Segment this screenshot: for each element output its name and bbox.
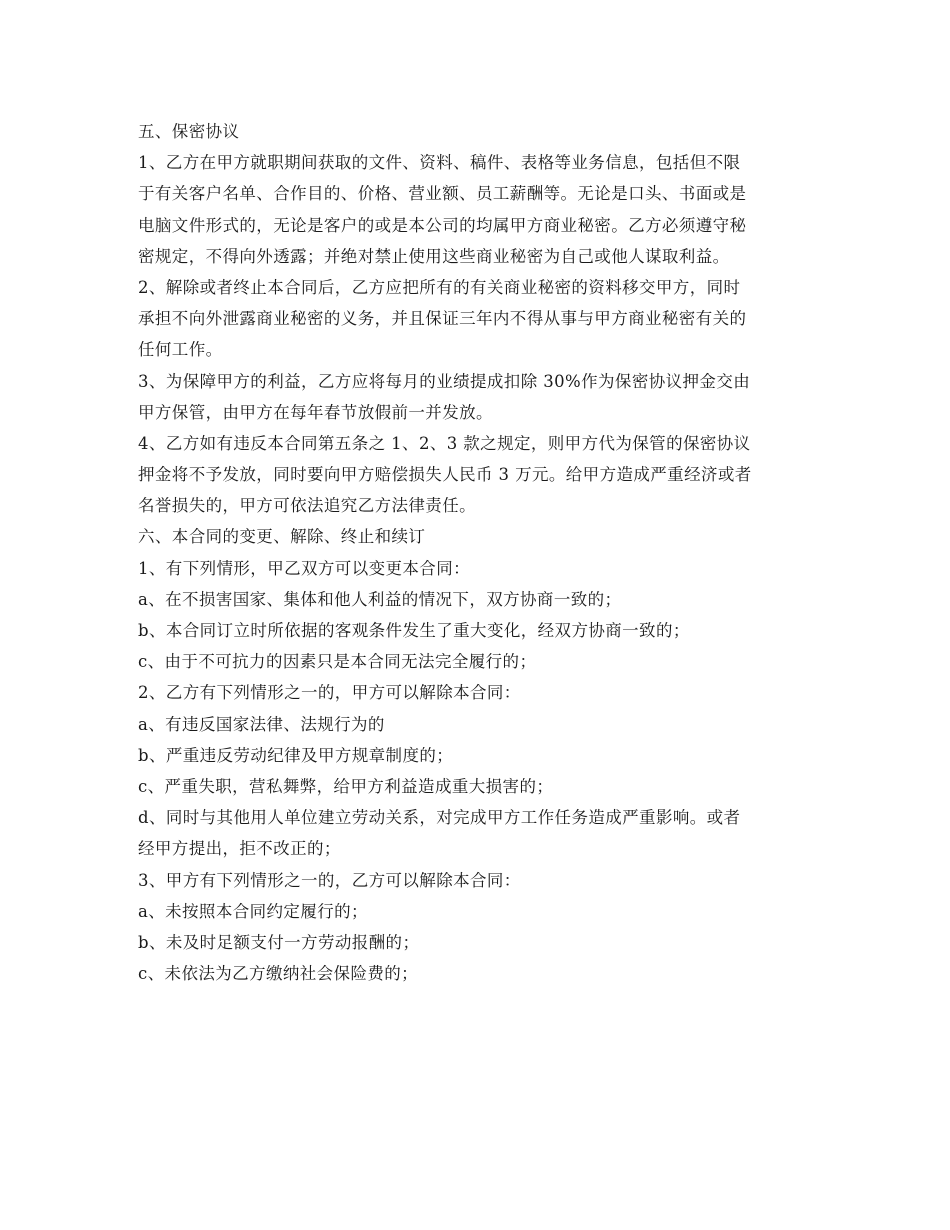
clause-6-3-b: b、未及时足额支付一方劳动报酬的；	[138, 932, 420, 952]
clause-5-3-line-1: 3、为保障甲方的利益，乙方应将每月的业绩提成扣除 30%作为保密协议押金交由	[138, 371, 751, 391]
clause-5-1-line-4: 密规定，不得向外透露；并绝对禁止使用这些商业秘密为自己或他人谋取利益。	[138, 246, 730, 266]
clause-5-1-line-3: 电脑文件形式的，无论是客户的或是本公司的均属甲方商业秘密。乙方必须遵守秘	[138, 215, 747, 235]
clause-6-3: 3、甲方有下列情形之一的，乙方可以解除本合同：	[138, 870, 521, 890]
clause-5-2-line-1: 2、解除或者终止本合同后，乙方应把所有的有关商业秘密的资料移交甲方，同时	[138, 277, 741, 297]
clause-5-4-line-3: 名誉损失的，甲方可依法追究乙方法律责任。	[138, 496, 476, 516]
clause-6-1-c: c、由于不可抗力的因素只是本合同无法完全履行的；	[138, 652, 537, 672]
section-heading-confidentiality: 五、保密协议	[138, 122, 240, 141]
clause-6-2-b: b、严重违反劳动纪律及甲方规章制度的；	[138, 745, 454, 765]
clause-6-3-a: a、未按照本合同约定履行的；	[138, 901, 368, 921]
clause-5-4-line-2: 押金将不予发放，同时要向甲方赔偿损失人民币 3 万元。给甲方造成严重经济或者	[138, 465, 752, 485]
clause-6-1-b: b、本合同订立时所依据的客观条件发生了重大变化，经双方协商一致的；	[138, 621, 690, 640]
document-body	[138, 116, 814, 989]
clause-6-2-d-line-1: d、同时与其他用人单位建立劳动关系，对完成甲方工作任务造成严重影响。或者	[138, 808, 741, 828]
clause-6-1-a: a、在不损害国家、集体和他人利益的情况下，双方协商一致的；	[138, 589, 622, 609]
clause-6-2-c: c、严重失职，营私舞弊，给甲方利益造成重大损害的；	[138, 776, 554, 796]
clause-5-2-line-2: 承担不向外泄露商业秘密的义务，并且保证三年内不得从事与甲方商业秘密有关的	[138, 309, 747, 329]
clause-5-1-line-2: 于有关客户名单、合作目的、价格、营业额、员工薪酬等。无论是口头、书面或是	[138, 184, 747, 204]
clause-5-1-line-1: 1、乙方在甲方就职期间获取的文件、资料、稿件、表格等业务信息，包括但不限	[138, 153, 741, 173]
clause-6-3-c: c、未依法为乙方缴纳社会保险费的；	[138, 964, 419, 984]
clause-6-2-a: a、有违反国家法律、法规行为的	[138, 714, 385, 734]
clause-6-1: 1、有下列情形，甲乙双方可以变更本合同：	[138, 558, 470, 578]
clause-6-2-d-line-2: 经甲方提出，拒不改正的；	[138, 839, 341, 859]
section-heading-contract-changes: 六、本合同的变更、解除、终止和续订	[138, 527, 426, 547]
clause-6-2: 2、乙方有下列情形之一的，甲方可以解除本合同：	[138, 683, 521, 703]
clause-5-4-line-1: 4、乙方如有违反本合同第五条之 1、2、3 款之规定，则甲方代为保管的保密协议	[138, 433, 751, 453]
clause-5-3-line-2: 甲方保管，由甲方在每年春节放假前一并发放。	[138, 402, 493, 422]
clause-5-2-line-3: 任何工作。	[138, 340, 223, 360]
